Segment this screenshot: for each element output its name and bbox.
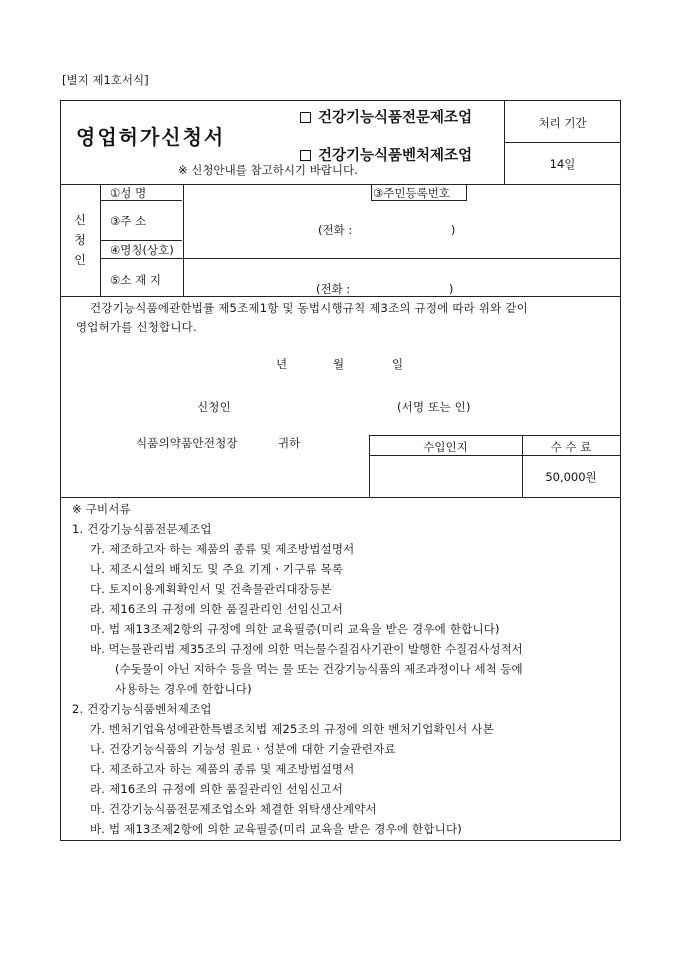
list-item: 마. 법 제13조제2항의 규정에 의한 교육필증(미리 교육을 받은 경우에 한합니다) [90, 622, 500, 636]
processing-period-value: 14일 [549, 157, 576, 171]
date-month: 월 [333, 357, 345, 371]
documents-heading: ※ 구비서류 [72, 502, 131, 516]
revenue-stamp-header: 수입인지 [423, 440, 468, 454]
list-item: 다. 제조하고자 하는 제품의 종류 및 제조방법설명서 [90, 762, 355, 776]
statement-line-2: 영업허가를 신청합니다. [76, 320, 197, 334]
signature-label: (서명 또는 인) [397, 400, 471, 414]
checkbox[interactable] [300, 112, 311, 123]
list-item-continuation: (수돗물이 아닌 지하수 등을 먹는 물 또는 건강기능식품의 제조과정이나 세척 등에 [115, 662, 523, 676]
applicant-sign-label: 신청인 [197, 400, 231, 414]
list-item: 바. 법 제13조제2항에 의한 교육필증(미리 교육을 받은 경우에 한합니다) [90, 822, 462, 836]
date-year: 년 [276, 357, 288, 371]
location-phone: (전화 : ) [316, 282, 454, 296]
list-item: 가. 벤처기업육성에관한특별조치법 제25조의 규정에 의한 벤처기업확인서 사본 [90, 722, 494, 736]
group-title: 2. 건강기능식품벤처제조업 [72, 702, 212, 716]
list-item: 마. 건강기능식품전문제조업소와 체결한 위탁생산계약서 [90, 802, 377, 816]
list-item-continuation: 사용하는 경우에 한합니다) [115, 682, 252, 696]
date-day: 일 [392, 357, 404, 371]
list-item: 나. 제조시설의 배치도 및 주요 기계ㆍ기구류 목록 [90, 562, 344, 576]
rrn-label: ③주민등록번호 [373, 186, 450, 200]
form-title: 영업허가신청서 [76, 125, 226, 149]
list-item: 라. 제16조의 규정에 의한 품질관리인 선임신고서 [90, 782, 344, 796]
list-item: 가. 제조하고자 하는 제품의 종류 및 제조방법설명서 [90, 542, 355, 556]
option-professional-manufacturer[interactable]: 건강기능식품전문제조업 [300, 106, 472, 127]
statement-line-1: 건강기능식품에관한법률 제5조제1항 및 동법시행규칙 제3조의 규정에 따라 위와 같이 [90, 301, 528, 315]
address-phone: (전화 : ) [318, 223, 456, 237]
location-label: ⑤소 재 지 [110, 273, 161, 287]
group-title: 1. 건강기능식품전문제조업 [72, 522, 212, 536]
list-item: 라. 제16조의 규정에 의한 품질관리인 선임신고서 [90, 602, 344, 616]
name-field[interactable] [186, 186, 368, 200]
business-name-label: ④명칭(상호) [110, 243, 174, 257]
fee-header: 수 수 료 [550, 440, 592, 454]
form-label: [별지 제1호서식] [62, 73, 149, 87]
business-name-field[interactable] [186, 242, 616, 256]
recipient: 식품의약품안전청장 [136, 436, 238, 450]
applicant-section-label: 신청인 [74, 213, 86, 267]
fee-value: 50,000원 [545, 470, 597, 484]
name-label: ①성 명 [110, 186, 147, 200]
list-item: 다. 토지이용계획확인서 및 건축물관리대장등본 [90, 582, 332, 596]
notice-text: ※ 신청안내를 참고하시기 바랍니다. [178, 163, 358, 177]
list-item: 나. 건강기능식품의 기능성 원료ㆍ성분에 대한 기술관련자료 [90, 742, 396, 756]
processing-period-header: 처리 기간 [538, 116, 587, 130]
list-item: 바. 먹는물관리법 제35조의 규정에 의한 먹는물수질검사기관이 발행한 수질검사성적서 [90, 642, 523, 656]
option-venture-manufacturer[interactable]: 건강기능식품벤처제조업 [300, 144, 472, 165]
rrn-field[interactable] [469, 186, 617, 200]
address-label: ③주 소 [110, 214, 147, 228]
revenue-stamp-box[interactable] [372, 458, 518, 494]
checkbox[interactable] [300, 150, 311, 161]
recipient-suffix: 귀하 [278, 436, 301, 450]
